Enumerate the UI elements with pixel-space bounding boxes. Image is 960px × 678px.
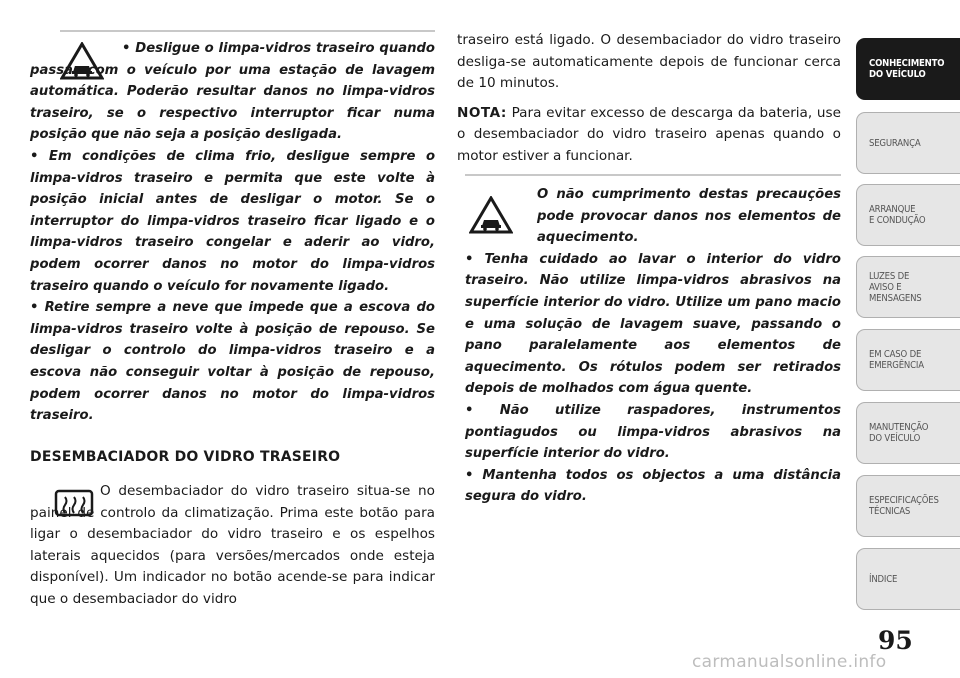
warning-2-text: [465, 184, 841, 508]
warning-1-bullet: • Em condições de clima frio, desligue sempre o limpa-vidros traseiro e permita que este volte à posição inicial antes de desligar o motor. Se o interruptor do limpa-vidros traseiro ficar ligado e o limpa-vidros traseiro congelar e aderir ao vidro, podem ocorrer danos no motor do limpa-vidros traseiro quando o veículo for novamente ligado.: [30, 148, 435, 294]
tab-label: LUZES DE AVISO E MENSAGENS: [869, 270, 922, 304]
tab-label: SEGURANÇA: [869, 137, 921, 149]
defrost-section: [30, 449, 435, 611]
tab-conhecimento-do-veiculo[interactable]: [856, 38, 960, 100]
warning-2-intro: O não cumprimento destas precauções pode provocar danos nos elementos de aquecimento.: [537, 187, 841, 246]
left-column: [30, 0, 435, 424]
page-number: 95: [878, 626, 913, 655]
tab-label: MANUTENÇÃO DO VEÍCULO: [869, 422, 929, 444]
warning-2-bullet: • Não utilize raspadores, instrumentos pontiagudos ou limpa-vidros abrasivos na superfície interior do vidro.: [465, 402, 841, 462]
defrost-paragraph: O desembaciador do vidro traseiro situa-se no painel de controlo da climatização. Prima este botão para ligar o desembaciador do vidro traseiro e os espelhos laterais aquecidos (para versões/mercados onde esteja disponível). Um indicador no botão acende-se para indicar que o desembaciador do vidro: [30, 483, 435, 607]
warning-2-bullet: • Mantenha todos os objectos a uma distância segura do vidro.: [465, 467, 841, 505]
tab-indice[interactable]: [856, 548, 960, 610]
section-heading: DESEMBACIADOR DO VIDRO TRASEIRO: [30, 449, 341, 465]
tab-arranque-e-conducao[interactable]: [856, 184, 960, 246]
tab-seguranca[interactable]: [856, 112, 960, 174]
tab-luzes-de-aviso[interactable]: [856, 256, 960, 318]
tab-label: ÍNDICE: [869, 573, 898, 585]
note-label: NOTA:: [457, 104, 507, 121]
tab-label: EM CASO DE EMERGÊNCIA: [869, 349, 924, 371]
chapter-sidebar: [856, 0, 960, 678]
right-paragraph-wrap: [457, 30, 841, 168]
continued-paragraph: traseiro está ligado. O desembaciador do vidro traseiro desliga-se automaticamente depois de funcionar cerca de 10 minutos.: [457, 32, 841, 92]
warning-2-bullet: • Tenha cuidado ao lavar o interior do vidro traseiro. Não utilize limpa-vidros abrasivos na superfície interior do vidro. Utilize um pano macio e uma solução de lavagem suave, passando o pano paralelamente aos elementos de aquecimento. Os rótulos podem ser retirados depois de molhados com água quente.: [465, 251, 841, 397]
tab-label: ARRANQUE E CONDUÇÃO: [869, 204, 926, 226]
rear-defrost-icon: [54, 489, 94, 521]
note-paragraph: [457, 103, 841, 168]
tab-especificacoes-tecnicas[interactable]: [856, 475, 960, 537]
tab-label: ESPECIFICAÇÕES TÉCNICAS: [869, 495, 939, 517]
tab-em-caso-de-emergencia[interactable]: [856, 329, 960, 391]
warning-block-1: [30, 0, 435, 424]
watermark: carmanualsonline.info: [692, 652, 887, 672]
warning-1-bullet: • Retire sempre a neve que impede que a escova do limpa-vidros traseiro volte à posição de repouso. Se desligar o controlo do limpa-vidros traseiro e a escova não conseguir voltar à posição de repouso, podem ocorrer danos no motor do limpa-vidros traseiro.: [30, 300, 435, 424]
tab-manutencao-do-veiculo[interactable]: [856, 402, 960, 464]
warning-1-intro: • Desligue o limpa-vidros traseiro quando passar com o veículo por uma estação de lavagem automática. Poderão resultar danos no limpa-vidros traseiro, se o respectivo interruptor ficar numa posição que não seja a posição desligada.: [30, 41, 435, 143]
warning-rule: [465, 174, 841, 176]
note-text: Para evitar excesso de descarga da bateria, use o desembaciador do vidro traseiro apenas quando o motor estiver a funcionar.: [457, 104, 841, 164]
warning-rule: [60, 30, 435, 32]
warning-1-text: [30, 38, 435, 427]
tab-label: CONHECIMENTO DO VEÍCULO: [869, 58, 945, 80]
